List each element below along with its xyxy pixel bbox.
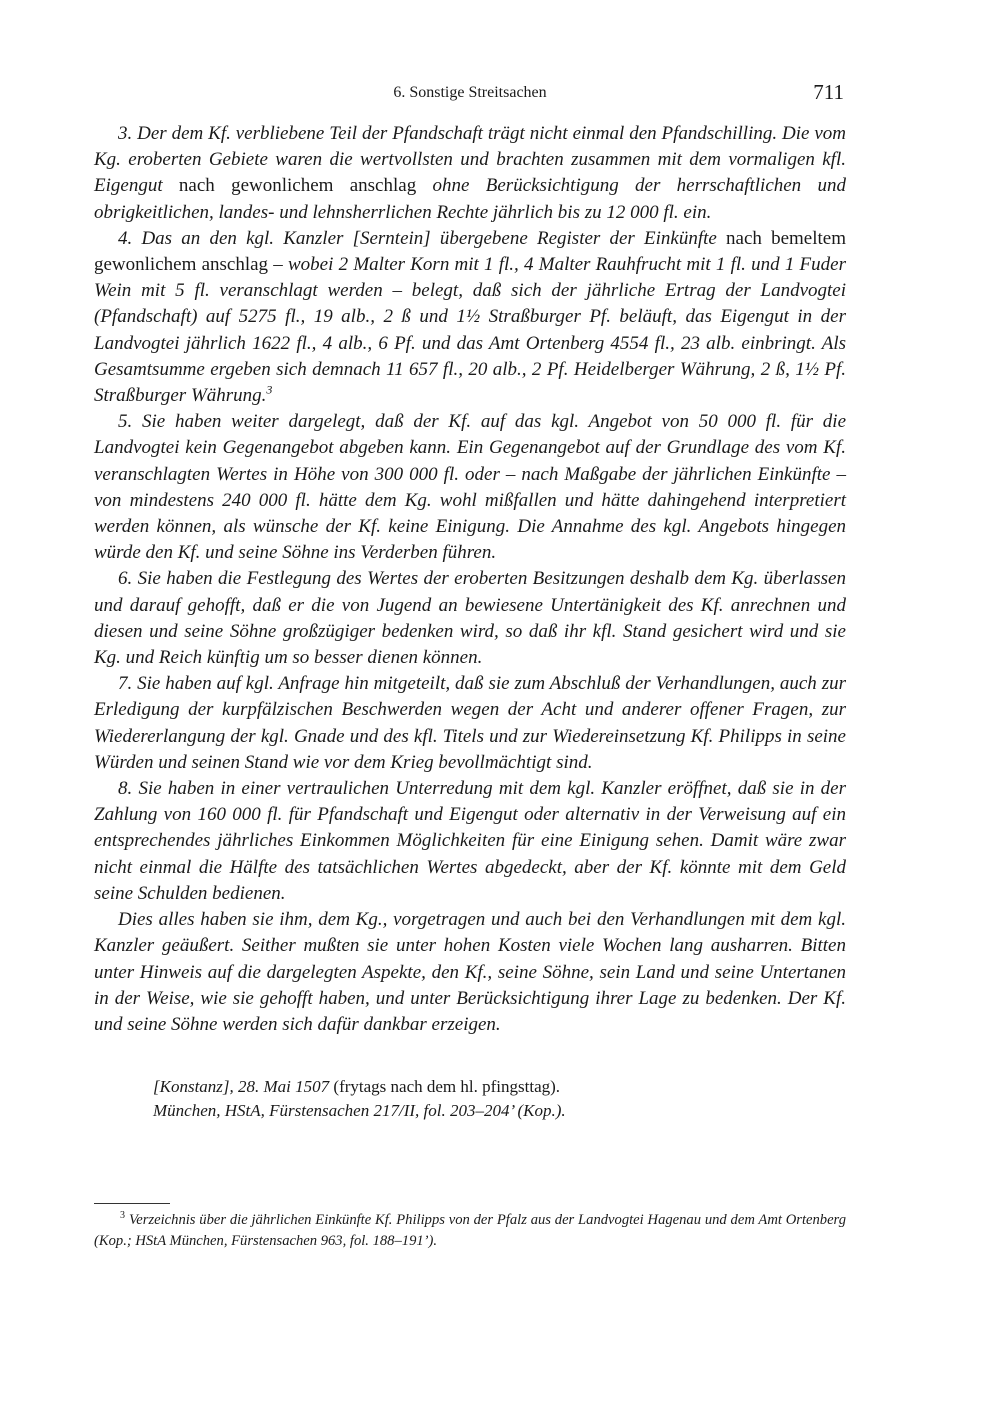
- dateline-place: [Konstanz], 28. Mai 1507: [153, 1077, 330, 1096]
- running-title: 6. Sonstige Streitsachen: [393, 84, 547, 101]
- dateline-place-date: [153, 1075, 846, 1099]
- dateline-original-date: (frytags nach dem hl. pfingsttag).: [329, 1077, 561, 1096]
- footnote: [94, 1210, 846, 1252]
- paragraph-3-quote: nach gewonlichem anschlag: [178, 175, 417, 197]
- paragraph-4: [94, 226, 846, 409]
- paragraph-4-text-after: – wobei 2 Malter Korn mit 1 fl., 4 Malter Rauhfrucht mit 1 fl. und 1 Fuder Wein mit 5 fl. veranschlagt werden – belegt, daß sich der jährliche Ertrag der Landvogtei (Pfandschaft) auf 5275 fl., 19 alb., 2 ß und 1½ Straßburger Pf. beläuft, das Eigengut in der Landvogtei jährlich 1622 fl., 4 alb., 6 Pf. und das Amt Ortenberg 4554 fl., 23 alb. einbringt. Als Gesamtsumme ergeben sich demnach 11 657 fl., 20 alb., 2 Pf. Heidelberger Währung, 2 ß, 1½ Pf. Straßburger Währung.: [94, 254, 846, 407]
- running-head: [94, 80, 846, 110]
- dateline: [153, 1075, 846, 1123]
- paragraph-4-text: 4. Das an den kgl. Kanzler [Serntein] übergebene Register der Einkünfte: [118, 227, 717, 249]
- footnote-rule: [94, 1203, 170, 1204]
- dateline-source: München, HStA, Fürstensachen 217/II, fol. 203–204’ (Kop.).: [153, 1101, 566, 1120]
- page-number: 711: [813, 80, 844, 104]
- paragraph-3-text-after: ohne Berücksichtigung der herrschaftlichen und obrigkeitlichen, landes- und lehnsherrlichen Rechte jährlich bis zu 12 000 fl. ein.: [94, 175, 846, 223]
- footnote-marker: 3: [120, 1210, 125, 1222]
- footnote-text: Verzeichnis über die jährlichen Einkünfte Kf. Philipps von der Pfalz aus der Landvogtei Hagenau und dem Amt Ortenberg (Kop.; HStA München, Fürstensachen 963, fol. 188–191’).: [94, 1212, 846, 1249]
- paragraph-6: 6. Sie haben die Festlegung des Wertes der eroberten Besitzungen deshalb dem Kg. überlassen und darauf gehofft, daß er die von Jugend an bewiesene Untertänigkeit des Kf. anrechnen und diesen und seine Söhne großzügiger bedenken wird, so daß ihr kfl. Stand gesichert wird und sie Kg. und Reich künftig um so besser dienen können.: [94, 568, 846, 669]
- paragraph-9: Dies alles haben sie ihm, dem Kg., vorgetragen und auch bei den Verhandlungen mit dem kgl. Kanzler geäußert. Seither mußten sie unter hohen Kosten viele Wochen lang ausharren. Bitten unter Hinweis auf die dargelegten Aspekte, den Kf., seine Söhne, sein Land und seine Untertanen in der Weise, wie sie gehofft haben, und unter Berücksichtigung ihrer Lage zu bedenken. Der Kf. und seine Söhne werden sich dafür dankbar erzeigen.: [94, 909, 846, 1035]
- paragraph-7: 7. Sie haben auf kgl. Anfrage hin mitgeteilt, daß sie zum Abschluß der Verhandlungen, auch zur Erledigung der kurpfälzischen Beschwerden wegen der Acht und anderer offener Fragen, zur Wiedererlangung der kgl. Gnade und des kfl. Titels und zur Wiedereinsetzung Kf. Philipps in seine Würden und seinen Stand wie vor dem Krieg bevollmächtigt sind.: [94, 673, 846, 773]
- paragraph-3: [94, 121, 846, 226]
- paragraph-3-text: 3. Der dem Kf. verbliebene Teil der Pfandschaft trägt nicht einmal den Pfandschilling. Die vom Kg. eroberten Gebiete waren die wertvollsten und brachten zusammen mit dem vormaligen kfl. Eigengut: [94, 123, 846, 197]
- body-text: [94, 121, 846, 1038]
- footnote-reference: 3: [266, 382, 273, 397]
- paragraph-8: 8. Sie haben in einer vertraulichen Unterredung mit dem kgl. Kanzler eröffnet, daß sie in der Zahlung von 160 000 fl. für Pfandschaft und Eigengut oder alternativ in der Verweisung auf ein entsprechendes jährliches Einkommen Möglichkeiten für eine Einigung sehen. Damit wäre zwar nicht einmal die Hälfte des tatsächlichen Wertes abgedeckt, aber der Kf. könnte mit dem Geld seine Schulden bedienen.: [94, 778, 846, 904]
- paragraph-5: 5. Sie haben weiter dargelegt, daß der Kf. auf das kgl. Angebot von 50 000 fl. für die Landvogtei kein Gegenangebot abgeben kann. Ein Gegenangebot auf der Grundlage des vom Kf. veranschlagten Wertes in Höhe von 300 000 fl. oder – nach Maßgabe der jährlichen Einkünfte – von mindestens 240 000 fl. hätte dem Kg. wohl mißfallen und hätte dahingehend interpretiert werden können, als wünsche der Kf. keine Einigung. Die Annahme des kgl. Angebots hingegen würde den Kf. und seine Söhne ins Verderben führen.: [94, 411, 846, 564]
- paragraph-4-quote: nach bemeltem gewonlichem anschlag: [94, 227, 846, 276]
